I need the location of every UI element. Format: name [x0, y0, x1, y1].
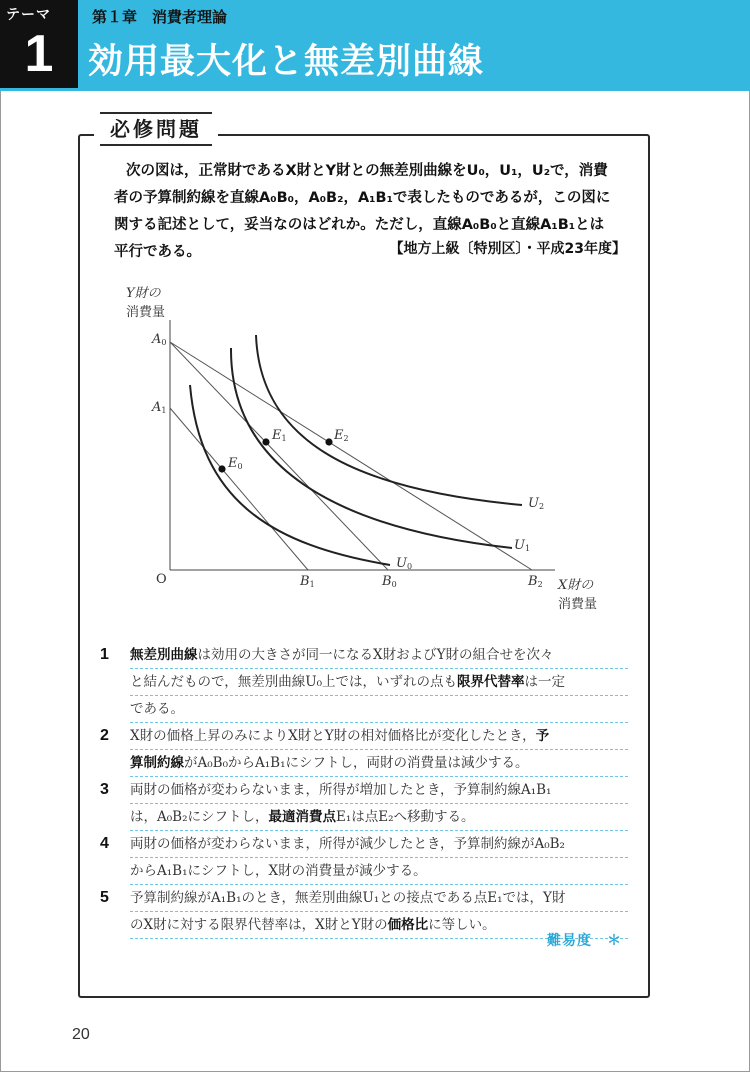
y-axis-label-line1: Y財の: [126, 286, 161, 301]
keyword: 価格比: [387, 917, 429, 933]
answer-options: [100, 642, 628, 939]
option-number: 5: [100, 889, 109, 906]
indifference-curve-diagram: [100, 270, 620, 620]
statement-line: 関する記述として，妥当なのはどれか。ただし，直線A₀B₀と直線A₁B₁とは: [114, 217, 605, 233]
label-e1: $E_1$: [272, 428, 287, 443]
point-e0: [218, 465, 225, 472]
option-line: 無差別曲線は効用の大きさが同一になるX財およびY財の組合せを次々: [130, 642, 628, 669]
option-4[interactable]: [100, 831, 628, 885]
chapter-label: 第１章 消費者理論: [92, 8, 228, 26]
label-u1: $U_1$: [514, 538, 531, 553]
indifference-curve-u1: [231, 348, 512, 548]
label-b0: $B_0$: [382, 574, 397, 589]
point-e1: [262, 438, 269, 445]
option-number: 2: [100, 727, 109, 744]
budget-line-a1b1: [170, 408, 308, 570]
label-a0: $A_0$: [152, 332, 167, 347]
keyword: 予: [535, 728, 550, 744]
label-a1: $A_1$: [152, 400, 167, 415]
option-line: 算制約線がA₀B₀からA₁B₁にシフトし，両財の消費量は減少する。: [130, 750, 628, 777]
x-axis-label-line2: 消費量: [558, 597, 598, 612]
x-axis-label-line1: X財の: [558, 578, 594, 593]
option-line: のX財に対する限界代替率は，X財とY財の価格比に等しい。: [130, 912, 628, 939]
x-axis-label: [558, 574, 597, 612]
problem-source: 【地方上級〔特別区〕・平成23年度】: [389, 241, 626, 257]
difficulty-label: 難易度 ＊: [547, 933, 622, 949]
option-line: 両財の価格が変わらないまま，所得が減少したとき，予算制約線がA₀B₂: [130, 831, 628, 858]
statement-line: 者の予算制約線を直線A₀B₀，A₀B₂，A₁B₁で表したものであるが，この図に: [114, 190, 611, 206]
label-b1: $B_1$: [300, 574, 315, 589]
diagram-svg: [100, 270, 620, 620]
header-band: [78, 0, 750, 88]
page-number: 20: [72, 1026, 90, 1043]
option-line: である。: [130, 696, 628, 723]
option-line: は，A₀B₂にシフトし，最適消費点E₁は点E₂へ移動する。: [130, 804, 628, 831]
label-e0: $E_0$: [228, 456, 243, 471]
budget-line-a0b2: [170, 342, 532, 570]
label-e2: $E_2$: [334, 428, 349, 443]
header-rule: [0, 88, 750, 91]
label-u2: $U_2$: [528, 496, 545, 511]
option-number: 1: [100, 646, 109, 663]
problem-tag: 必修問題: [100, 112, 212, 146]
statement-line: 平行である。: [114, 244, 201, 260]
label-u0: $U_0$: [396, 556, 413, 571]
option-2[interactable]: [100, 723, 628, 777]
theme-number: 1: [24, 25, 54, 83]
origin-label: O: [156, 572, 167, 587]
label-b2: $B_2$: [528, 574, 543, 589]
keyword: 最適消費点: [268, 809, 336, 825]
option-number: 3: [100, 781, 109, 798]
theme-badge: [0, 0, 78, 88]
keyword: 無差別曲線: [130, 647, 198, 663]
keyword: 限界代替率: [457, 674, 525, 690]
option-1[interactable]: [100, 642, 628, 723]
option-line: 予算制約線がA₁B₁のとき，無差別曲線U₁との接点である点E₁では，Y財: [130, 885, 628, 912]
keyword: 算制約線: [130, 755, 184, 771]
point-e2: [325, 438, 332, 445]
theme-label: テーマ: [6, 7, 51, 23]
y-axis-label: [126, 282, 165, 320]
page-title: 効用最大化と無差別曲線: [88, 42, 485, 82]
option-line: と結んだもので，無差別曲線U₀上では，いずれの点も限界代替率は一定: [130, 669, 628, 696]
y-axis-label-line2: 消費量: [126, 305, 166, 320]
option-number: 4: [100, 835, 109, 852]
option-line: 両財の価格が変わらないまま，所得が増加したとき，予算制約線A₁B₁: [130, 777, 628, 804]
statement-line: 次の図は，正常財であるX財とY財との無差別曲線をU₀，U₁，U₂で，消費: [126, 163, 608, 179]
problem-tag-wrap: [94, 112, 218, 146]
option-line: X財の価格上昇のみによりX財とY財の相対価格比が変化したとき，予: [130, 723, 628, 750]
option-3[interactable]: [100, 777, 628, 831]
option-line: からA₁B₁にシフトし，X財の消費量が減少する。: [130, 858, 628, 885]
